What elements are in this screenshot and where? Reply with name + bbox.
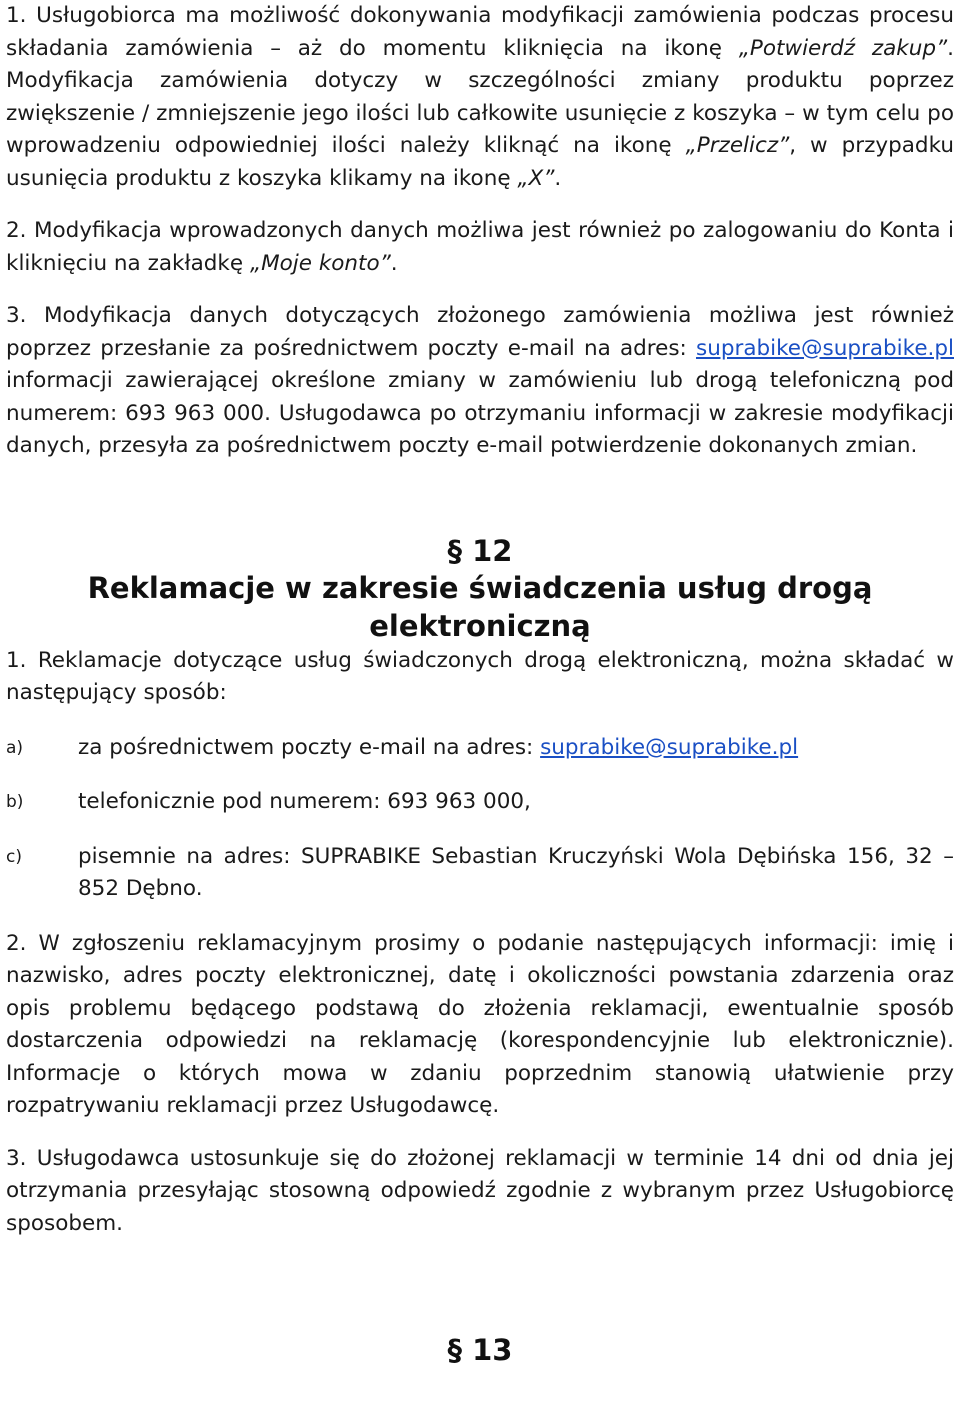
list-marker: a): [6, 737, 24, 758]
text: informacji zawierającej określone zmiany w zamówieniu lub drogą telefoniczną pod numerem: 693 963 000. Usługodawca po otrzymaniu informacji w zakresie modyfikacji danych, przesyła za pośrednictwem poczty e-mail potwierdzenie dokonanych zmian.: [6, 368, 954, 458]
paragraph-12-2: 2. W zgłoszeniu reklamacyjnym prosimy o podanie następujących informacji: imię i nazwisko, adres poczty elektronicznej, datę i okoliczności powstania zdarzenia oraz opis problemu będącego podstawą do złożenia reklamacji, ewentualnie sposób dostarczenia odpowiedzi na reklamację (korespondencyjnie lub elektronicznie). Informacje o których mowa w zdaniu poprzednim stanowią ułatwienie przy rozpatrywaniu reklamacji przez Usługodawcę.: [6, 930, 954, 1118]
list-marker: b): [6, 792, 24, 812]
italic-term: „X”: [517, 165, 555, 191]
text: 3. Modyfikacja danych dotyczących złożonego zamówienia możliwa jest również poprzez przesłanie za pośrednictwem poczty e-mail na adres:: [6, 303, 954, 361]
italic-term: „Moje konto”: [249, 250, 391, 276]
list-text: [78, 732, 954, 765]
text: 2. Modyfikacja wprowadzonych danych możliwa jest również po zalogowaniu do Konta i kliknięciu na zakładkę: [6, 218, 954, 276]
list-text: telefonicznie pod numerem: 693 963 000,: [78, 789, 531, 814]
section-sign-12: § 12: [447, 533, 513, 568]
paragraph-11-2: [6, 215, 954, 280]
document-page: [6, 0, 954, 1368]
list-text: pisemnie na adres: SUPRABIKE Sebastian Kruczyński Wola Dębińska 156, 32 – 852 Dębno.: [78, 843, 954, 901]
paragraph-12-3: 3. Usługodawca ustosunkuje się do złożonej reklamacji w terminie 14 dni od dnia jej otrzymania przesyłając stosowną odpowiedź zgodnie z wybranym przez Usługobiorcę sposobem.: [6, 1145, 954, 1236]
paragraph-number: 1.: [6, 3, 27, 28]
text: , w przypadku usunięcia produktu z koszyka klikamy na ikonę: [6, 133, 954, 191]
list-item-a: [6, 732, 954, 765]
list-item-b: [6, 786, 954, 819]
paragraph-11-1: [6, 0, 954, 195]
section-title-12: Reklamacje w zakresie świadczenia usług drogą elektroniczną: [87, 570, 873, 643]
italic-term: „Przelicz”: [685, 133, 790, 158]
email-link[interactable]: suprabike@suprabike.pl: [540, 734, 799, 760]
paragraph-12-1: 1. Reklamacje dotyczące usług świadczonych drogą elektroniczną, można składać w następujący sposób:: [6, 647, 954, 705]
list-item-c: [6, 841, 954, 906]
list-marker: c): [6, 846, 22, 867]
text: Usługobiorca ma możliwość dokonywania modyfikacji zamówienia podczas procesu składania zamówienia – aż do momentu kliknięcia na ikonę: [6, 3, 954, 61]
section-sign-13: § 13: [447, 1333, 513, 1367]
text: . Modyfikacja zamówienia dotyczy w szczególności zmiany produktu poprzez zwiększenie / zmniejszenie jego ilości lub całkowite usunięcie z koszyka – w tym celu po wprowadzeniu odpowiedniej ilości należy kliknąć na ikonę: [6, 35, 954, 158]
text: .: [390, 250, 398, 276]
email-link[interactable]: suprabike@suprabike.pl: [696, 335, 954, 361]
text: za pośrednictwem poczty e-mail na adres:: [78, 734, 541, 760]
text: .: [554, 165, 562, 191]
italic-term: „Potwierdź zakup”: [738, 35, 948, 61]
paragraph-11-3: [6, 300, 954, 463]
